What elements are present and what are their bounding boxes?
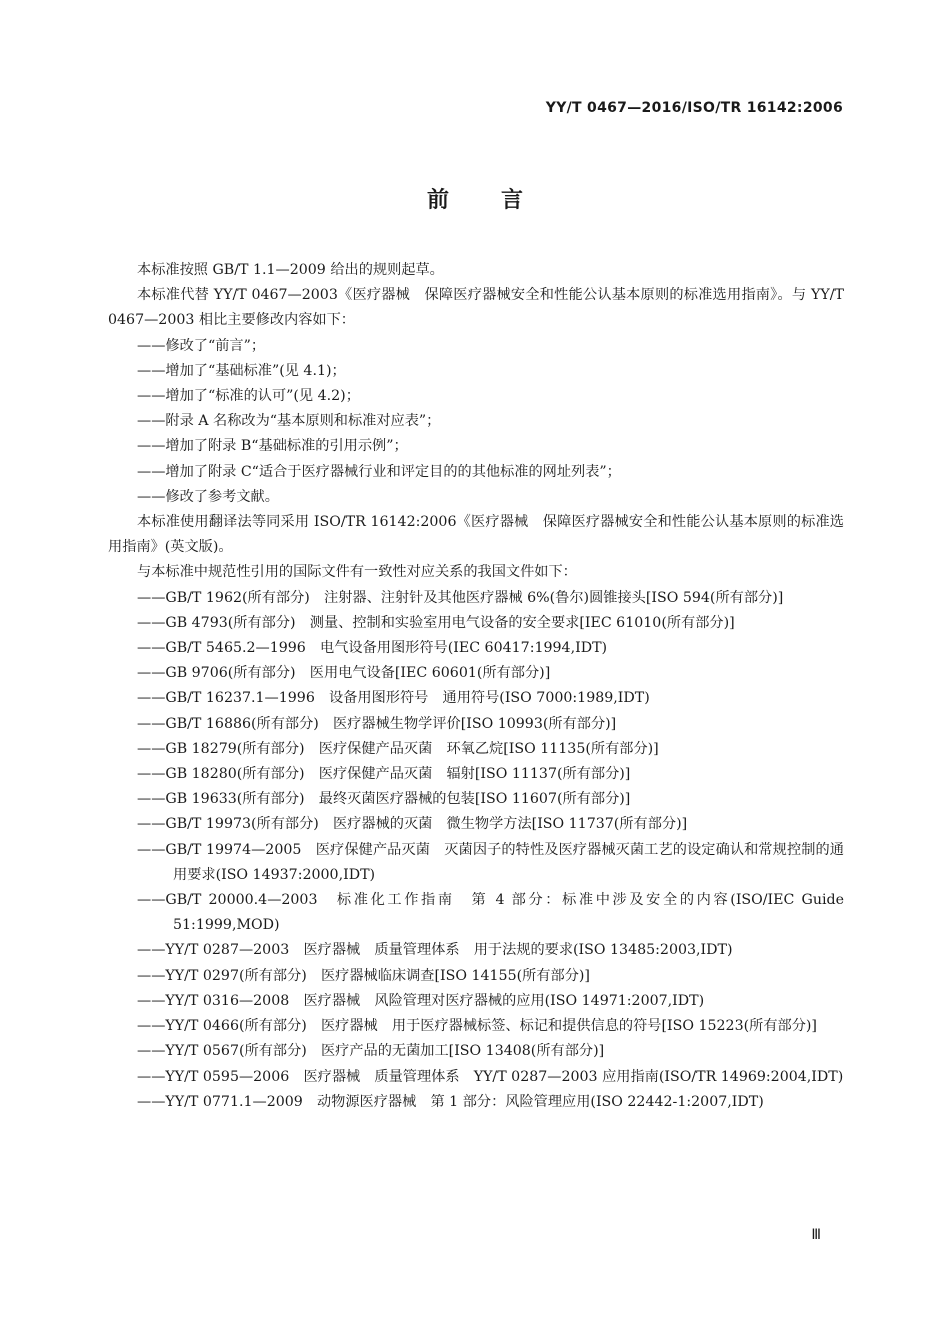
change-item: ——增加了附录 B“基础标准的引用示例”； bbox=[137, 438, 408, 455]
correspondence-item: ——YY/T 0466(所有部分) 医疗器械 用于医疗器械标签、标记和提供信息的符号[ISO 15223(所有部分)] bbox=[137, 1018, 817, 1035]
correspondence-item: ——GB/T 20000.4—2003 标准化工作指南 第 4 部分：标准中涉及安全的内容(ISO/IEC Guide 51:1999,MOD) bbox=[137, 892, 844, 934]
correspondence-item: ——GB/T 1962(所有部分) 注射器、注射针及其他医疗器械 6%(鲁尔)圆锥接头[ISO 594(所有部分)] bbox=[137, 589, 784, 606]
correspondence-item: ——YY/T 0567(所有部分) 医疗产品的无菌加工[ISO 13408(所有部分)] bbox=[137, 1043, 605, 1060]
correspondence-item: ——GB/T 16237.1—1996 设备用图形符号 通用符号(ISO 7000:1989,IDT) bbox=[137, 690, 650, 707]
correspondence-item: ——YY/T 0287—2003 医疗器械 质量管理体系 用于法规的要求(ISO 13485:2003,IDT) bbox=[137, 942, 733, 959]
foreword-body bbox=[108, 258, 844, 1115]
change-item: ——修改了“前言”； bbox=[137, 337, 266, 354]
change-item: ——修改了参考文献。 bbox=[137, 488, 279, 505]
change-item: ——增加了“标准的认可”(见 4.2)； bbox=[137, 388, 360, 405]
change-item: ——增加了“基础标准”(见 4.1)； bbox=[137, 362, 346, 379]
correspondence-item: ——GB/T 16886(所有部分) 医疗器械生物学评价[ISO 10993(所有部分)] bbox=[137, 715, 617, 732]
correspondence-item: ——GB 4793(所有部分) 测量、控制和实验室用电气设备的安全要求[IEC 61010(所有部分)] bbox=[137, 614, 735, 631]
page-title: 前言 bbox=[426, 187, 575, 213]
correspondence-item: ——GB/T 19973(所有部分) 医疗器械的灭菌 微生物学方法[ISO 11737(所有部分)] bbox=[137, 816, 688, 833]
correspondence-item: ——YY/T 0771.1—2009 动物源医疗器械 第 1 部分：风险管理应用(ISO 22442-1:2007,IDT) bbox=[137, 1093, 764, 1110]
intro-paragraph: 本标准代替 YY/T 0467—2003《医疗器械 保障医疗器械安全和性能公认基本原则的标准选用指南》。与 YY/T 0467—2003 相比主要修改内容如下： bbox=[108, 287, 844, 329]
correspondence-item: ——GB 18279(所有部分) 医疗保健产品灭菌 环氧乙烷[ISO 11135(所有部分)] bbox=[137, 740, 659, 757]
correspondence-item: ——YY/T 0316—2008 医疗器械 风险管理对医疗器械的应用(ISO 14971:2007,IDT) bbox=[137, 992, 705, 1009]
correspondence-item: ——GB 9706(所有部分) 医用电气设备[IEC 60601(所有部分)] bbox=[137, 665, 551, 682]
intro-paragraph: 本标准按照 GB/T 1.1—2009 给出的规则起草。 bbox=[137, 262, 444, 278]
page-number: Ⅲ bbox=[811, 1227, 821, 1243]
correspondence-intro: 与本标准中规范性引用的国际文件有一致性对应关系的我国文件如下： bbox=[137, 564, 577, 581]
correspondence-item: ——GB/T 5465.2—1996 电气设备用图形符号(IEC 60417:1994,IDT) bbox=[137, 640, 608, 657]
change-item: ——附录 A 名称改为“基本原则和标准对应表”； bbox=[137, 413, 441, 430]
correspondence-item: ——YY/T 0297(所有部分) 医疗器械临床调查[ISO 14155(所有部分)] bbox=[137, 967, 590, 984]
correspondence-item: ——GB/T 19974—2005 医疗保健产品灭菌 灭菌因子的特性及医疗器械灭菌工艺的设定确认和常规控制的通用要求(ISO 14937:2000,IDT) bbox=[137, 841, 844, 883]
change-item: ——增加了附录 C“适合于医疗器械行业和评定目的的其他标准的网址列表”； bbox=[137, 463, 621, 480]
standard-number-header: YY/T 0467—2016/ISO/TR 16142:2006 bbox=[545, 100, 843, 116]
correspondence-item: ——YY/T 0595—2006 医疗器械 质量管理体系 YY/T 0287—2003 应用指南(ISO/TR 14969:2004,IDT) bbox=[137, 1068, 844, 1085]
correspondence-item: ——GB 19633(所有部分) 最终灭菌医疗器械的包装[ISO 11607(所有部分)] bbox=[137, 791, 631, 808]
correspondence-item: ——GB 18280(所有部分) 医疗保健产品灭菌 辐射[ISO 11137(所有部分)] bbox=[137, 766, 631, 783]
adoption-paragraph: 本标准使用翻译法等同采用 ISO/TR 16142:2006《医疗器械 保障医疗器械安全和性能公认基本原则的标准选用指南》(英文版)。 bbox=[108, 514, 844, 556]
